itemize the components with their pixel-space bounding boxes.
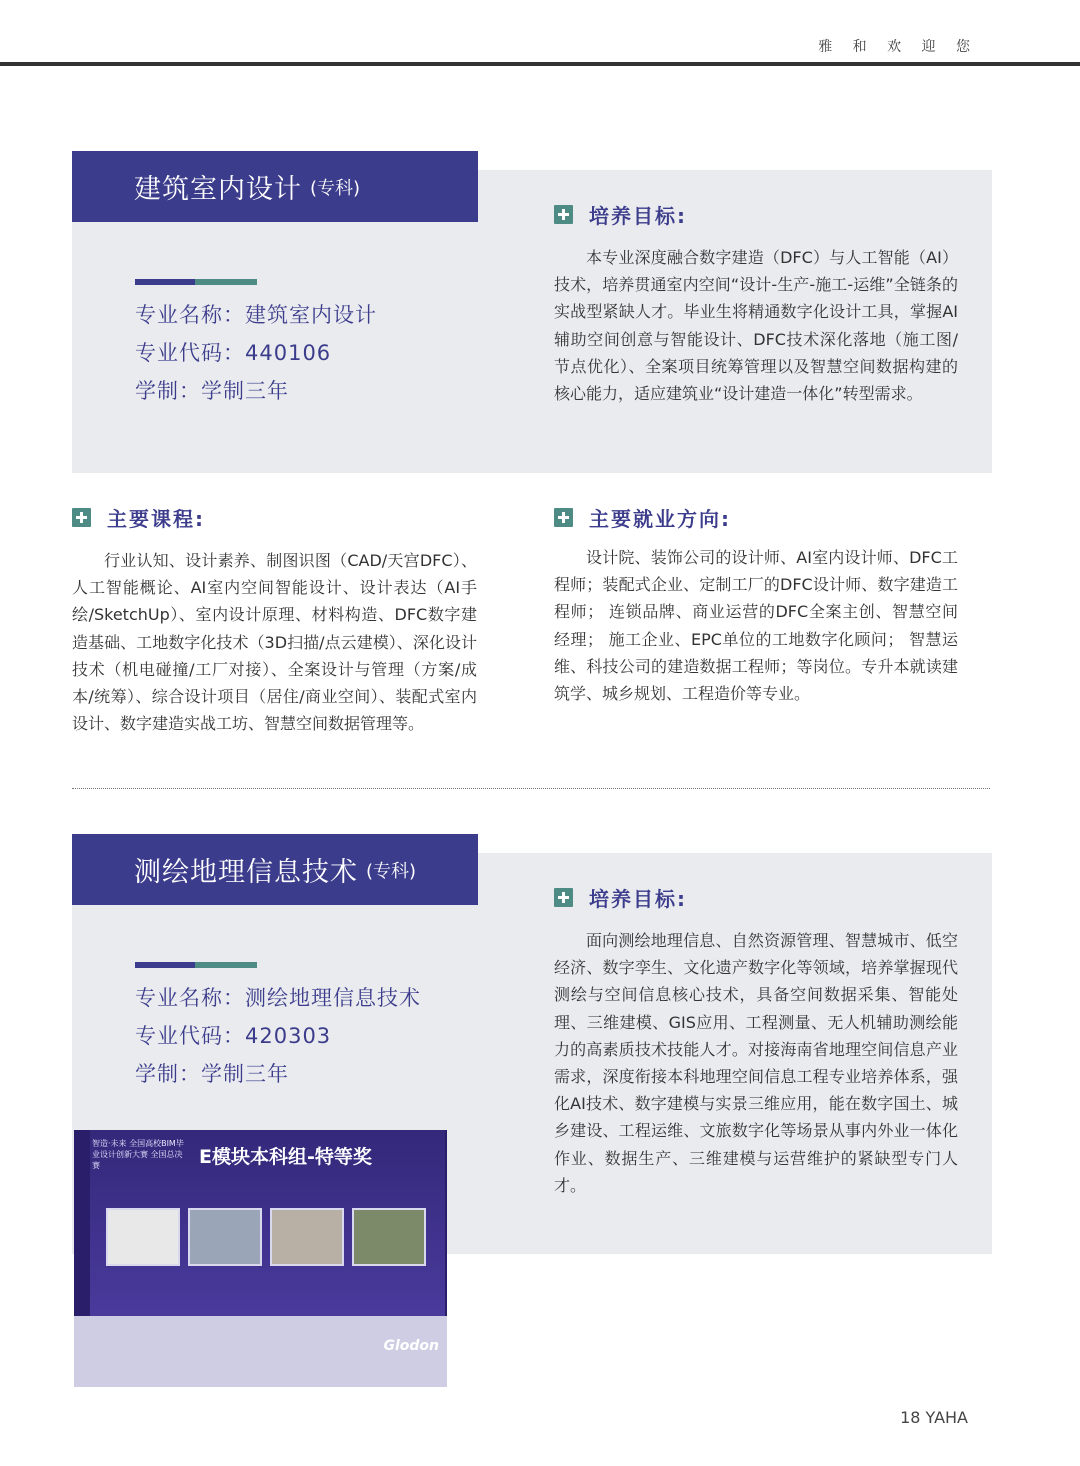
major2-goal-text: 面向测绘地理信息、自然资源管理、智慧城市、低空经济、数字孪生、文化遗产数字化等领域，培养掌握现代测绘与空间信息核心技术，具备空间数据采集、智能处理、三维建模、GIS应用、工程测量、无人机辅助测绘能力的高素质技术技能人才。对接海南省地理空间信息产业需求，深度衔接本科地理空间信息工程专业培养体系，强化AI技术、数字建模与实景三维应用，能在数字国土、城乡建设、工程运维、文旅数字化等场景从事内外业一体化作业、数据生产、三维建模与运营维护的紧缺型专门人才。 xyxy=(554,931,958,1195)
major1-goal-heading xyxy=(554,200,687,229)
major1-duration: 学制：学制三年 xyxy=(135,379,289,403)
plus-icon xyxy=(554,205,573,224)
major1-code: 专业代码：440106 xyxy=(135,341,332,365)
photo-thumb xyxy=(106,1208,180,1266)
major1-courses-text: 行业认知、设计素养、制图识图（CAD/天宫DFC）、人工智能概论、AI室内空间智能设计、设计表达（AI手绘/SketchUp）、室内设计原理、材料构造、DFC数字建造基础、工地数字化技术（3D扫描/点云建模）、深化设计技术（机电碰撞/工厂对接）、全案设计与管理（方案/成本/统筹）、综合设计项目（居住/商业空间）、装配式室内设计、数字建造实战工坊、智慧空间数据管理等。 xyxy=(72,551,477,734)
major2-title: 测绘地理信息技术 xyxy=(134,857,358,888)
photo-headline: E模块本科组-特等奖 xyxy=(199,1146,372,1168)
major1-courses-title: 主要课程: xyxy=(107,507,205,531)
plus-icon xyxy=(554,508,573,527)
major1-goal-title: 培养目标: xyxy=(589,204,687,228)
photo-badge: 智造·未来 全国高校BIM毕业设计创新大赛 全国总决赛 xyxy=(92,1139,184,1170)
major2-title-band xyxy=(72,834,478,905)
major1-courses-heading xyxy=(72,503,205,532)
major2-accent-line xyxy=(135,962,257,968)
photo-thumb xyxy=(352,1208,426,1266)
major2-name: 专业名称：测绘地理信息技术 xyxy=(135,986,421,1010)
header-rule xyxy=(0,62,1080,66)
plus-icon xyxy=(554,888,573,907)
major2-duration: 学制：学制三年 xyxy=(135,1062,289,1086)
major1-accent-line xyxy=(135,279,257,285)
photo-thumb xyxy=(188,1208,262,1266)
section-divider xyxy=(72,788,990,789)
major1-title: 建筑室内设计 xyxy=(134,174,302,205)
major2-goal-heading xyxy=(554,883,687,912)
major1-jobs-text: 设计院、装饰公司的设计师、AI室内设计师、DFC工程师；装配式企业、定制工厂的DFC设计师、数字建造工程师； 连锁品牌、商业运营的DFC全案主创、智慧空间经理； 施工企业、EPC单位的工地数字化顾问； 智慧运维、科技公司的建造数据工程师；等岗位。专升本就读建筑学、城乡规划、工程造价等专业。 xyxy=(554,548,958,704)
photo-thumb xyxy=(270,1208,344,1266)
header-tagline: 雅 和 欢 迎 您 xyxy=(818,39,978,55)
major2-code: 专业代码：420303 xyxy=(135,1024,332,1048)
page-number: 18 YAHA xyxy=(900,1408,968,1427)
photo-logo: Glodon xyxy=(383,1338,439,1354)
major1-goal-text: 本专业深度融合数字建造（DFC）与人工智能（AI）技术，培养贯通室内空间“设计-生产-施工-运维”全链条的实战型紧缺人才。毕业生将精通数字化设计工具，掌握AI辅助空间创意与智能设计、DFC技术深化落地（施工图/节点优化）、全案项目统筹管理以及智慧空间数据构建的核心能力，适应建筑业“设计建造一体化”转型需求。 xyxy=(554,248,958,404)
major1-title-band xyxy=(72,151,478,222)
major2-level: (专科) xyxy=(366,860,417,882)
award-photo xyxy=(74,1130,447,1387)
major1-jobs-title: 主要就业方向: xyxy=(589,507,731,531)
plus-icon xyxy=(72,508,91,527)
major1-name: 专业名称：建筑室内设计 xyxy=(135,303,377,327)
major1-jobs-heading xyxy=(554,503,731,532)
major2-goal-title: 培养目标: xyxy=(589,887,687,911)
major1-level: (专科) xyxy=(310,177,361,199)
